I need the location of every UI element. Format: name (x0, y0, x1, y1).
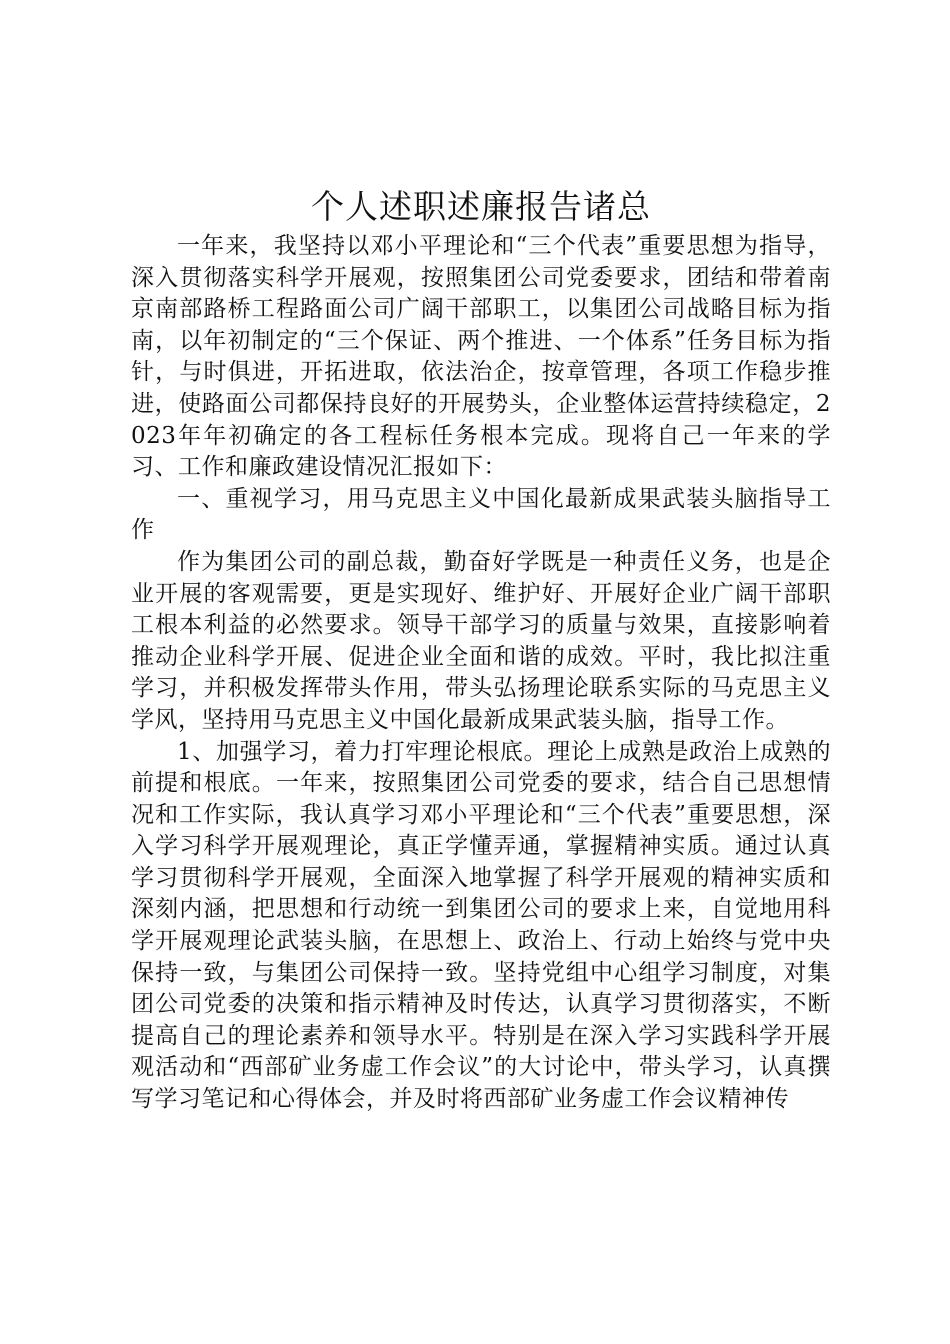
paragraph-study-role: 作为集团公司的副总裁，勤奋好学既是一种责任义务，也是企业开展的客观需要，更是实现好、维护好、开展好企业广阔干部职工根本利益的必然要求。领导干部学习的质量与效果，直接影响着推动企业科学开展、促进企业全面和谐的成效。平时，我比拟注重学习，并积极发挥带头作用，带头弘扬理论联系实际的马克思主义学风，坚持用马克思主义中国化最新成果武装头脑，指导工作。 (131, 548, 831, 733)
document-body (131, 231, 831, 1116)
document-title: 个人述职述廉报告诸总 (311, 187, 651, 226)
document-page (131, 0, 831, 1344)
paragraph-intro: 一年来，我坚持以邓小平理论和“三个代表”重要思想为指导，深入贯彻落实科学开展观，按照集团公司党委要求，团结和带着南京南部路桥工程路面公司广阔干部职工，以集团公司战略目标为指南，以年初制定的“三个保证、两个推进、一个体系”任务目标为指针，与时俱进，开拓进取，依法治企，按章管理，各项工作稳步推进，使路面公司都保持良好的开展势头，企业整体运营持续稳定，2023年年初确定的各工程标任务根本完成。现将自己一年来的学习、工作和廉政建设情况汇报如下： (131, 233, 831, 481)
paragraph-section-heading: 一、重视学习，用马克思主义中国化最新成果武装头脑指导工作 (131, 485, 831, 544)
paragraph-theory-foundation: 1、加强学习，着力打牢理论根底。理论上成熟是政治上成熟的前提和根底。一年来，按照集团公司党委的要求，结合自己思想情况和工作实际，我认真学习邓小平理论和“三个代表”重要思想，深入学习科学开展观理论，真正学懂弄通，掌握精神实质。通过认真学习贯彻科学开展观，全面深入地掌握了科学开展观的精神实质和深刻内涵，把思想和行动统一到集团公司的要求上来，自觉地用科学开展观理论武装头脑，在思想上、政治上、行动上始终与党中央保持一致，与集团公司保持一致。坚持党组中心组学习制度，对集团公司党委的决策和指示精神及时传达，认真学习贯彻落实，不断提高自己的理论素养和领导水平。特别是在深入学习实践科学开展观活动和“西部矿业务虚工作会议”的大讨论中，带头学习，认真撰写学习笔记和心得体会，并及时将西部矿业务虚工作会议精神传 (131, 738, 831, 1113)
